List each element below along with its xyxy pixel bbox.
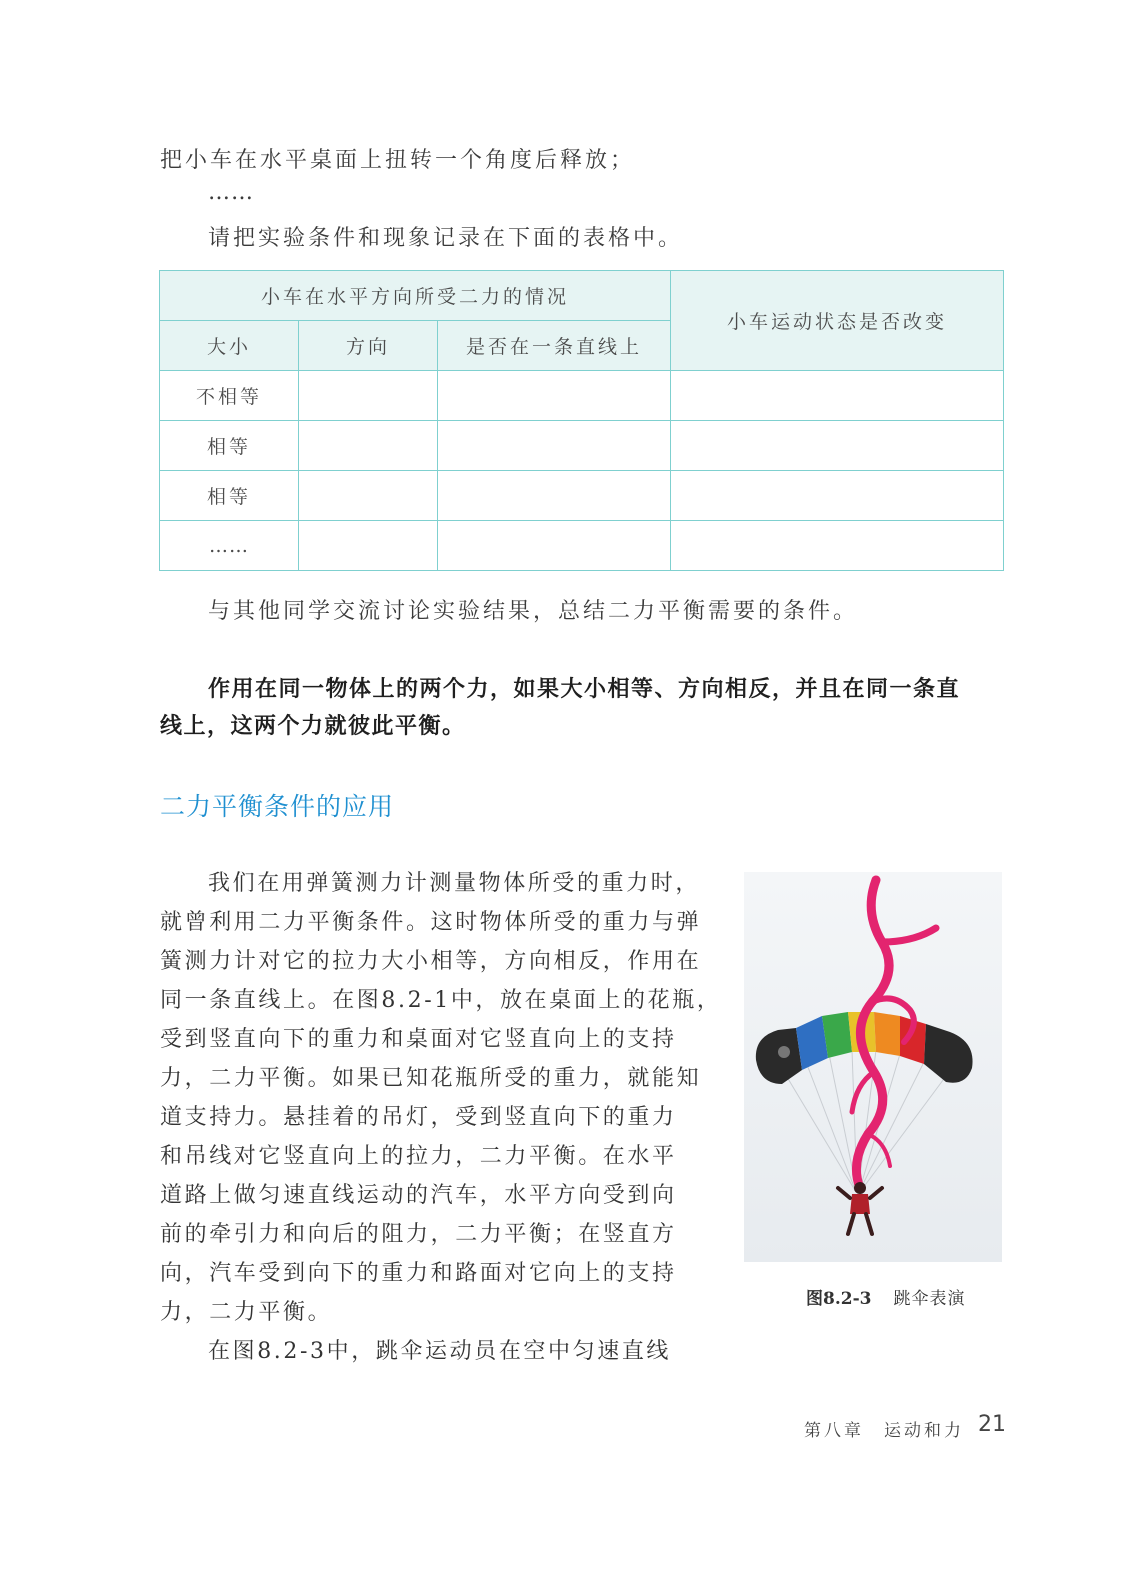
section-heading: 二力平衡条件的应用 <box>160 792 395 821</box>
table-subheader-size: 大小 <box>160 321 299 371</box>
intro-instruction: 请把实验条件和现象记录在下面的表格中。 <box>208 226 684 251</box>
body-line: 前的牵引力和向后的阻力，二力平衡；在竖直方 <box>160 1222 677 1247</box>
body-line: 和吊线对它竖直向上的拉力，二力平衡。在水平 <box>160 1144 677 1169</box>
page-number: 21 <box>978 1412 1006 1437</box>
table-cell <box>438 371 671 421</box>
record-table <box>159 270 1004 571</box>
conclusion-line-2: 线上，这两个力就彼此平衡。 <box>160 714 466 739</box>
body-line: 簧测力计对它的拉力大小相等，方向相反，作用在 <box>160 949 702 974</box>
table-subheader-direction: 方向 <box>299 321 438 371</box>
conclusion-line-1: 作用在同一物体上的两个力，如果大小相等、方向相反，并且在同一条直 <box>208 677 961 702</box>
body-line: 道支持力。悬挂着的吊灯，受到竖直向下的重力 <box>160 1105 677 1130</box>
body-line: 道路上做匀速直线运动的汽车，水平方向受到向 <box>160 1183 677 1208</box>
table-row <box>160 521 1004 571</box>
discussion-text: 与其他同学交流讨论实验结果，总结二力平衡需要的条件。 <box>208 599 859 624</box>
table-cell <box>299 471 438 521</box>
table-row-label: 不相等 <box>160 371 299 421</box>
figure-number: 图8.2-3 <box>806 1289 872 1309</box>
table-row-label: 相等 <box>160 471 299 521</box>
table-cell <box>671 421 1004 471</box>
table-cell <box>299 421 438 471</box>
intro-ellipsis: …… <box>208 180 254 205</box>
table-cell <box>438 421 671 471</box>
parachute-illustration <box>744 872 1002 1262</box>
table-row <box>160 421 1004 471</box>
table-cell <box>299 521 438 571</box>
parachute-image <box>744 872 1002 1262</box>
table-cell <box>671 521 1004 571</box>
table-row <box>160 371 1004 421</box>
table-row <box>160 471 1004 521</box>
table-row-label: …… <box>160 521 299 571</box>
intro-line-1: 把小车在水平桌面上扭转一个角度后释放； <box>160 148 636 173</box>
footer-chapter: 第八章 运动和力 <box>804 1421 964 1441</box>
body-line: 向，汽车受到向下的重力和路面对它向上的支持 <box>160 1261 677 1286</box>
table-result-header: 小车运动状态是否改变 <box>671 271 1004 371</box>
table-cell <box>299 371 438 421</box>
body-line: 同一条直线上。在图8.2-1中，放在桌面上的花瓶， <box>160 988 722 1013</box>
figure-caption <box>806 1284 965 1309</box>
figure-title: 跳伞表演 <box>893 1289 966 1309</box>
skydiver <box>838 1182 882 1234</box>
suspension-lines <box>784 1050 949 1192</box>
table-row-label: 相等 <box>160 421 299 471</box>
table-cell <box>671 471 1004 521</box>
body-line: 我们在用弹簧测力计测量物体所受的重力时， <box>208 871 701 896</box>
table-cell <box>671 371 1004 421</box>
table-cell <box>438 521 671 571</box>
body-line: 力，二力平衡。如果已知花瓶所受的重力，就能知 <box>160 1066 702 1091</box>
table-group-header: 小车在水平方向所受二力的情况 <box>160 271 671 321</box>
table-cell <box>438 471 671 521</box>
body-line: 就曾利用二力平衡条件。这时物体所受的重力与弹 <box>160 910 702 935</box>
body-line: 在图8.2-3中，跳伞运动员在空中匀速直线 <box>208 1339 672 1364</box>
body-line: 力，二力平衡。 <box>160 1300 333 1325</box>
body-line: 受到竖直向下的重力和桌面对它竖直向上的支持 <box>160 1027 677 1052</box>
table-subheader-same-line: 是否在一条直线上 <box>438 321 671 371</box>
